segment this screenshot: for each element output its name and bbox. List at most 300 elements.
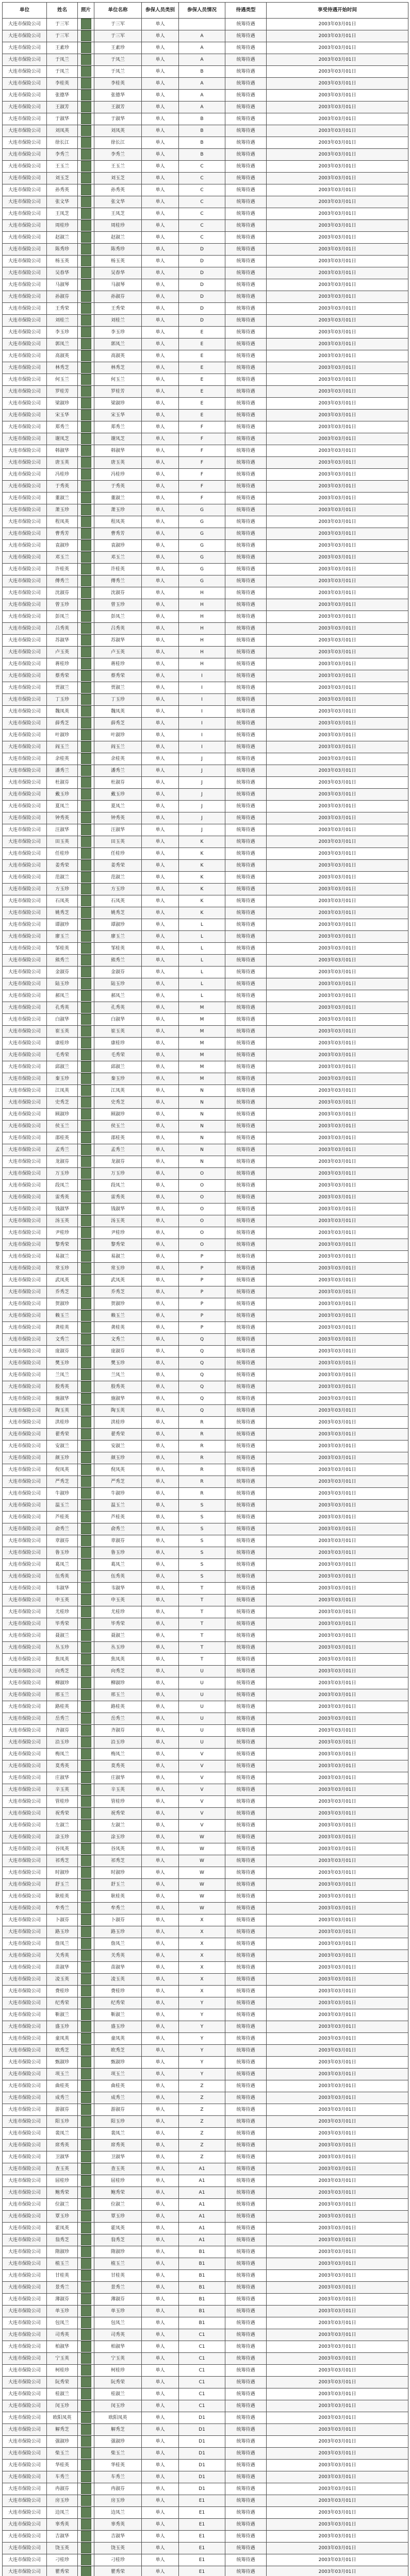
table-row	[3, 872, 408, 884]
name-cell: 安淑兰	[47, 1440, 78, 1452]
unit-name-cell: 费桂珍	[94, 1986, 142, 1997]
photo-thumbnail	[81, 1843, 91, 1854]
table-row	[3, 2009, 408, 2021]
photo-cell	[78, 362, 94, 374]
benefit-type-cell: 统筹待遇	[225, 338, 267, 350]
name-cell: 舒玉兰	[47, 1879, 78, 1891]
unit-cell: 大连市保险公司	[3, 564, 47, 575]
photo-cell	[78, 955, 94, 967]
photo-cell	[78, 990, 94, 1002]
unit-name-cell: 辛玉英	[94, 1784, 142, 1796]
category-cell: 单人	[142, 943, 179, 955]
status-cell: Y	[179, 2021, 225, 2033]
unit-name-cell: 曲桂英	[94, 2080, 142, 2092]
start-date-cell: 2003年03月01日	[267, 1642, 408, 1654]
benefit-type-cell: 统筹待遇	[225, 1085, 267, 1097]
status-cell: C	[179, 220, 225, 232]
photo-thumbnail	[81, 2163, 91, 2174]
benefit-type-cell: 统筹待遇	[225, 1144, 267, 1156]
start-date-cell: 2003年03月01日	[267, 1772, 408, 1784]
unit-name-cell: 董淑兰	[94, 493, 142, 504]
unit-name-cell: 阳玉珍	[94, 2116, 142, 2128]
name-cell: 孟秀兰	[47, 1144, 78, 1156]
benefit-type-cell: 统筹待遇	[225, 2531, 267, 2543]
unit-cell: 大连市保险公司	[3, 1500, 47, 1512]
start-date-cell: 2003年03月01日	[267, 2317, 408, 2329]
benefit-type-cell: 统筹待遇	[225, 682, 267, 694]
status-cell: A	[179, 42, 225, 54]
start-date-cell: 2003年03月01日	[267, 1820, 408, 1832]
table-row	[3, 2199, 408, 2211]
category-cell: 单人	[142, 990, 179, 1002]
start-date-cell: 2003年03月01日	[267, 741, 408, 753]
photo-thumbnail	[81, 2009, 91, 2020]
benefit-type-cell: 统筹待遇	[225, 789, 267, 801]
unit-cell: 大连市保险公司	[3, 2282, 47, 2294]
category-cell: 单人	[142, 256, 179, 267]
unit-cell: 大连市保险公司	[3, 2353, 47, 2365]
photo-thumbnail	[81, 2519, 91, 2530]
name-cell: 段凤兰	[47, 1180, 78, 1192]
category-cell: 单人	[142, 848, 179, 860]
column-header: 照片	[78, 3, 94, 19]
table-row	[3, 42, 408, 54]
table-row	[3, 220, 408, 232]
unit-cell: 大连市保险公司	[3, 1986, 47, 1997]
photo-cell	[78, 1144, 94, 1156]
start-date-cell: 2003年03月01日	[267, 1085, 408, 1097]
benefit-type-cell: 统筹待遇	[225, 232, 267, 244]
start-date-cell: 2003年03月01日	[267, 362, 408, 374]
unit-cell: 大连市保险公司	[3, 540, 47, 552]
start-date-cell: 2003年03月01日	[267, 267, 408, 279]
name-cell: 甘桂英	[47, 2270, 78, 2282]
name-cell: 俞秀兰	[47, 1523, 78, 1535]
table-row	[3, 1559, 408, 1571]
name-cell: 贾淑兰	[47, 682, 78, 694]
table-row	[3, 469, 408, 481]
photo-thumbnail	[81, 2329, 91, 2340]
unit-cell: 大连市保险公司	[3, 421, 47, 433]
table-row	[3, 19, 408, 30]
photo-cell	[78, 789, 94, 801]
unit-name-cell: 沈淑芬	[94, 587, 142, 599]
start-date-cell: 2003年03月01日	[267, 1595, 408, 1606]
start-date-cell: 2003年03月01日	[267, 1097, 408, 1109]
unit-cell: 大连市保险公司	[3, 635, 47, 647]
unit-cell: 大连市保险公司	[3, 599, 47, 611]
unit-name-cell: 童凤英	[94, 2033, 142, 2045]
name-cell: 程凤英	[47, 516, 78, 528]
table-row	[3, 1204, 408, 1215]
benefit-type-cell: 统筹待遇	[225, 350, 267, 362]
name-cell: 景秀兰	[47, 2282, 78, 2294]
table-row	[3, 1073, 408, 1085]
unit-cell: 大连市保险公司	[3, 350, 47, 362]
category-cell: 单人	[142, 2045, 179, 2057]
category-cell: 单人	[142, 777, 179, 789]
unit-name-cell: 纪秀荣	[94, 1997, 142, 2009]
category-cell: 单人	[142, 1950, 179, 1962]
photo-cell	[78, 1358, 94, 1369]
benefit-type-cell: 统筹待遇	[225, 2163, 267, 2175]
unit-cell: 大连市保险公司	[3, 101, 47, 113]
category-cell: 单人	[142, 1855, 179, 1867]
name-cell: 岳秀兰	[47, 1713, 78, 1725]
category-cell: 单人	[142, 1654, 179, 1666]
name-cell: 曹秀芳	[47, 528, 78, 540]
name-cell: 桂淑兰	[47, 2388, 78, 2400]
benefit-type-cell: 统筹待遇	[225, 1666, 267, 1677]
photo-cell	[78, 753, 94, 765]
status-cell: X	[179, 1986, 225, 1997]
status-cell: Z	[179, 2080, 225, 2092]
benefit-type-cell: 统筹待遇	[225, 1204, 267, 1215]
table-row	[3, 516, 408, 528]
status-cell: Q	[179, 1369, 225, 1381]
benefit-type-cell: 统筹待遇	[225, 1452, 267, 1464]
unit-cell: 大连市保险公司	[3, 1322, 47, 1334]
table-row	[3, 327, 408, 338]
benefit-type-cell: 统筹待遇	[225, 1867, 267, 1879]
photo-cell	[78, 812, 94, 824]
start-date-cell: 2003年03月01日	[267, 421, 408, 433]
name-cell: 王玉兰	[47, 161, 78, 173]
category-cell: 单人	[142, 1583, 179, 1595]
photo-thumbnail	[81, 149, 91, 160]
start-date-cell: 2003年03月01日	[267, 1559, 408, 1571]
unit-cell: 大连市保险公司	[3, 1654, 47, 1666]
unit-cell: 大连市保险公司	[3, 2258, 47, 2270]
category-cell: 单人	[142, 1346, 179, 1358]
unit-name-cell: 焦凤英	[94, 1654, 142, 1666]
table-row	[3, 101, 408, 113]
category-cell: 单人	[142, 1132, 179, 1144]
status-cell: G	[179, 528, 225, 540]
table-row	[3, 2507, 408, 2519]
table-row	[3, 1358, 408, 1369]
unit-name-cell: 于凤兰	[94, 54, 142, 66]
status-cell: V	[179, 1796, 225, 1808]
unit-cell: 大连市保险公司	[3, 161, 47, 173]
photo-thumbnail	[81, 647, 91, 657]
unit-name-cell: 彭凤兰	[94, 611, 142, 623]
start-date-cell: 2003年03月01日	[267, 2045, 408, 2057]
category-cell: 单人	[142, 220, 179, 232]
benefit-type-cell: 统筹待遇	[225, 1369, 267, 1381]
photo-cell	[78, 2341, 94, 2353]
unit-name-cell: 单玉珍	[94, 2306, 142, 2317]
photo-thumbnail	[81, 1405, 91, 1416]
unit-name-cell: 邢玉兰	[94, 1689, 142, 1701]
table-row	[3, 2377, 408, 2388]
benefit-type-cell: 统筹待遇	[225, 1038, 267, 1049]
photo-cell	[78, 1618, 94, 1630]
name-cell: 焦凤英	[47, 1654, 78, 1666]
table-row	[3, 291, 408, 303]
benefit-type-cell: 统筹待遇	[225, 2353, 267, 2365]
unit-name-cell: 邓玉兰	[94, 552, 142, 564]
benefit-type-cell: 统筹待遇	[225, 1997, 267, 2009]
table-row	[3, 587, 408, 599]
name-cell: 章淑芬	[47, 1535, 78, 1547]
start-date-cell: 2003年03月01日	[267, 2436, 408, 2448]
photo-cell	[78, 338, 94, 350]
category-cell: 单人	[142, 19, 179, 30]
benefit-type-cell: 统筹待遇	[225, 824, 267, 836]
status-cell: M	[179, 1073, 225, 1085]
unit-name-cell: 邹桂英	[94, 943, 142, 955]
table-row	[3, 2211, 408, 2223]
unit-name-cell: 柴玉兰	[94, 2448, 142, 2460]
name-cell: 左淑兰	[47, 1820, 78, 1832]
unit-cell: 大连市保险公司	[3, 2507, 47, 2519]
category-cell: 单人	[142, 2448, 179, 2460]
name-cell: 彭凤兰	[47, 611, 78, 623]
unit-name-cell: 刘凤英	[94, 125, 142, 137]
start-date-cell: 2003年03月01日	[267, 1358, 408, 1369]
benefit-type-cell: 统筹待遇	[225, 1180, 267, 1192]
status-cell: F	[179, 445, 225, 457]
photo-thumbnail	[81, 812, 91, 823]
photo-thumbnail	[81, 824, 91, 835]
name-cell: 邢玉兰	[47, 1689, 78, 1701]
status-cell: X	[179, 1926, 225, 1938]
table-row	[3, 1914, 408, 1926]
photo-cell	[78, 919, 94, 931]
category-cell: 单人	[142, 907, 179, 919]
status-cell: Q	[179, 1358, 225, 1369]
photo-thumbnail	[81, 611, 91, 622]
unit-name-cell: 萧玉珍	[94, 504, 142, 516]
photo-thumbnail	[81, 90, 91, 100]
benefit-type-cell: 统筹待遇	[225, 872, 267, 884]
photo-thumbnail	[81, 1808, 91, 1819]
start-date-cell: 2003年03月01日	[267, 137, 408, 149]
unit-name-cell: 华桂英	[94, 2460, 142, 2471]
status-cell: A1	[179, 2163, 225, 2175]
category-cell: 单人	[142, 967, 179, 978]
table-row	[3, 1168, 408, 1180]
unit-cell: 大连市保险公司	[3, 2448, 47, 2460]
table-row	[3, 1677, 408, 1689]
unit-name-cell: 刘玉芝	[94, 173, 142, 184]
unit-cell: 大连市保险公司	[3, 232, 47, 244]
start-date-cell: 2003年03月01日	[267, 1073, 408, 1085]
status-cell: D1	[179, 2460, 225, 2471]
start-date-cell: 2003年03月01日	[267, 2400, 408, 2412]
start-date-cell: 2003年03月01日	[267, 2353, 408, 2365]
photo-cell	[78, 2306, 94, 2317]
name-cell: 孙淑芬	[47, 291, 78, 303]
unit-name-cell: 唐玉英	[94, 457, 142, 469]
benefit-type-cell: 统筹待遇	[225, 1002, 267, 1014]
photo-thumbnail	[81, 706, 91, 717]
benefit-type-cell: 统筹待遇	[225, 1571, 267, 1583]
unit-cell: 大连市保险公司	[3, 1061, 47, 1073]
photo-thumbnail	[81, 2199, 91, 2210]
name-cell: 祁秀芝	[47, 1855, 78, 1867]
unit-name-cell: 芦桂英	[94, 1512, 142, 1523]
start-date-cell: 2003年03月01日	[267, 919, 408, 931]
name-cell: 植玉兰	[47, 2258, 78, 2270]
unit-name-cell: 曾玉珍	[94, 599, 142, 611]
status-cell: G	[179, 540, 225, 552]
status-cell: W	[179, 1867, 225, 1879]
benefit-type-cell: 统筹待遇	[225, 1772, 267, 1784]
start-date-cell: 2003年03月01日	[267, 2471, 408, 2483]
photo-thumbnail	[81, 2365, 91, 2376]
status-cell: N	[179, 1144, 225, 1156]
unit-cell: 大连市保险公司	[3, 1109, 47, 1121]
photo-cell	[78, 2104, 94, 2116]
photo-thumbnail	[81, 1666, 91, 1676]
status-cell: W	[179, 1832, 225, 1843]
unit-cell: 大连市保险公司	[3, 410, 47, 421]
name-cell: 辛玉英	[47, 1784, 78, 1796]
column-header: 待遇类型	[225, 3, 267, 19]
unit-name-cell: 俞秀兰	[94, 1523, 142, 1535]
unit-name-cell: 吕秀英	[94, 623, 142, 635]
unit-cell: 大连市保险公司	[3, 315, 47, 327]
unit-name-cell: 冉淑芬	[94, 2483, 142, 2495]
table-row	[3, 481, 408, 493]
status-cell: U	[179, 1689, 225, 1701]
photo-cell	[78, 2436, 94, 2448]
photo-thumbnail	[81, 955, 91, 965]
unit-cell: 大连市保险公司	[3, 955, 47, 967]
start-date-cell: 2003年03月01日	[267, 2092, 408, 2104]
unit-name-cell: 龚桂英	[94, 1322, 142, 1334]
status-cell: B	[179, 113, 225, 125]
photo-thumbnail	[81, 2045, 91, 2056]
photo-cell	[78, 658, 94, 670]
start-date-cell: 2003年03月01日	[267, 801, 408, 812]
photo-thumbnail	[81, 1168, 91, 1179]
category-cell: 单人	[142, 2246, 179, 2258]
unit-name-cell: 于秀英	[94, 481, 142, 493]
category-cell: 单人	[142, 1547, 179, 1559]
photo-thumbnail	[81, 777, 91, 788]
start-date-cell: 2003年03月01日	[267, 1535, 408, 1547]
name-cell: 霍凤英	[47, 2223, 78, 2234]
unit-cell: 大连市保险公司	[3, 504, 47, 516]
category-cell: 单人	[142, 315, 179, 327]
start-date-cell: 2003年03月01日	[267, 2223, 408, 2234]
status-cell: F	[179, 469, 225, 481]
table-row	[3, 2128, 408, 2140]
unit-cell: 大连市保险公司	[3, 1168, 47, 1180]
benefit-type-cell: 统筹待遇	[225, 1820, 267, 1832]
name-cell: 申玉英	[47, 1595, 78, 1606]
name-cell: 颜玉珍	[47, 1452, 78, 1464]
photo-cell	[78, 1749, 94, 1760]
category-cell: 单人	[142, 718, 179, 730]
name-cell: 庞淑芬	[47, 1346, 78, 1358]
category-cell: 单人	[142, 1014, 179, 1026]
benefit-type-cell: 统筹待遇	[225, 504, 267, 516]
photo-thumbnail	[81, 1974, 91, 1985]
unit-name-cell: 邱淑兰	[94, 1061, 142, 1073]
name-cell: 梁淑珍	[47, 398, 78, 410]
photo-cell	[78, 2365, 94, 2377]
unit-cell: 大连市保险公司	[3, 2483, 47, 2495]
table-row	[3, 2069, 408, 2080]
table-row	[3, 2258, 408, 2270]
photo-cell	[78, 433, 94, 445]
start-date-cell: 2003年03月01日	[267, 1417, 408, 1429]
category-cell: 单人	[142, 279, 179, 291]
table-row	[3, 990, 408, 1002]
photo-thumbnail	[81, 1891, 91, 1902]
category-cell: 单人	[142, 2282, 179, 2294]
name-cell: 雷秀英	[47, 1192, 78, 1204]
category-cell: 单人	[142, 54, 179, 66]
status-cell: E	[179, 374, 225, 386]
start-date-cell: 2003年03月01日	[267, 552, 408, 564]
table-row	[3, 647, 408, 658]
benefit-type-cell: 统筹待遇	[225, 635, 267, 647]
photo-thumbnail	[81, 1784, 91, 1795]
table-row	[3, 1263, 408, 1275]
category-cell: 单人	[142, 1144, 179, 1156]
photo-thumbnail	[81, 1275, 91, 1285]
status-cell: X	[179, 1962, 225, 1974]
benefit-type-cell: 统筹待遇	[225, 1346, 267, 1358]
unit-name-cell: 任桂珍	[94, 848, 142, 860]
start-date-cell: 2003年03月01日	[267, 433, 408, 445]
unit-cell: 大连市保险公司	[3, 2294, 47, 2306]
photo-thumbnail	[81, 1986, 91, 1996]
name-cell: 阳玉珍	[47, 2116, 78, 2128]
status-cell: D1	[179, 2448, 225, 2460]
category-cell: 单人	[142, 1298, 179, 1310]
unit-cell: 大连市保险公司	[3, 990, 47, 1002]
unit-cell: 大连市保险公司	[3, 1523, 47, 1535]
photo-thumbnail	[81, 220, 91, 231]
benefit-type-cell: 统筹待遇	[225, 1843, 267, 1855]
start-date-cell: 2003年03月01日	[267, 30, 408, 42]
table-row	[3, 1429, 408, 1440]
table-row	[3, 1760, 408, 1772]
unit-cell: 大连市保险公司	[3, 1535, 47, 1547]
photo-thumbnail	[81, 2412, 91, 2423]
start-date-cell: 2003年03月01日	[267, 42, 408, 54]
unit-cell: 大连市保险公司	[3, 919, 47, 931]
status-cell: C1	[179, 2388, 225, 2400]
unit-cell: 大连市保险公司	[3, 1405, 47, 1417]
status-cell: A1	[179, 2211, 225, 2223]
status-cell: K	[179, 836, 225, 848]
category-cell: 单人	[142, 2175, 179, 2187]
unit-name-cell: 赖玉兰	[94, 1310, 142, 1322]
status-cell: P	[179, 1251, 225, 1263]
photo-cell	[78, 1974, 94, 1986]
photo-thumbnail	[81, 2424, 91, 2435]
table-row	[3, 1334, 408, 1346]
table-row	[3, 919, 408, 931]
benefit-type-cell: 统筹待遇	[225, 54, 267, 66]
category-cell: 单人	[142, 1642, 179, 1654]
category-cell: 单人	[142, 1038, 179, 1049]
status-cell: D	[179, 279, 225, 291]
category-cell: 单人	[142, 1974, 179, 1986]
unit-name-cell: 邵桂英	[94, 1132, 142, 1144]
photo-cell	[78, 481, 94, 493]
start-date-cell: 2003年03月01日	[267, 1879, 408, 1891]
category-cell: 单人	[142, 1192, 179, 1204]
status-cell: F	[179, 493, 225, 504]
